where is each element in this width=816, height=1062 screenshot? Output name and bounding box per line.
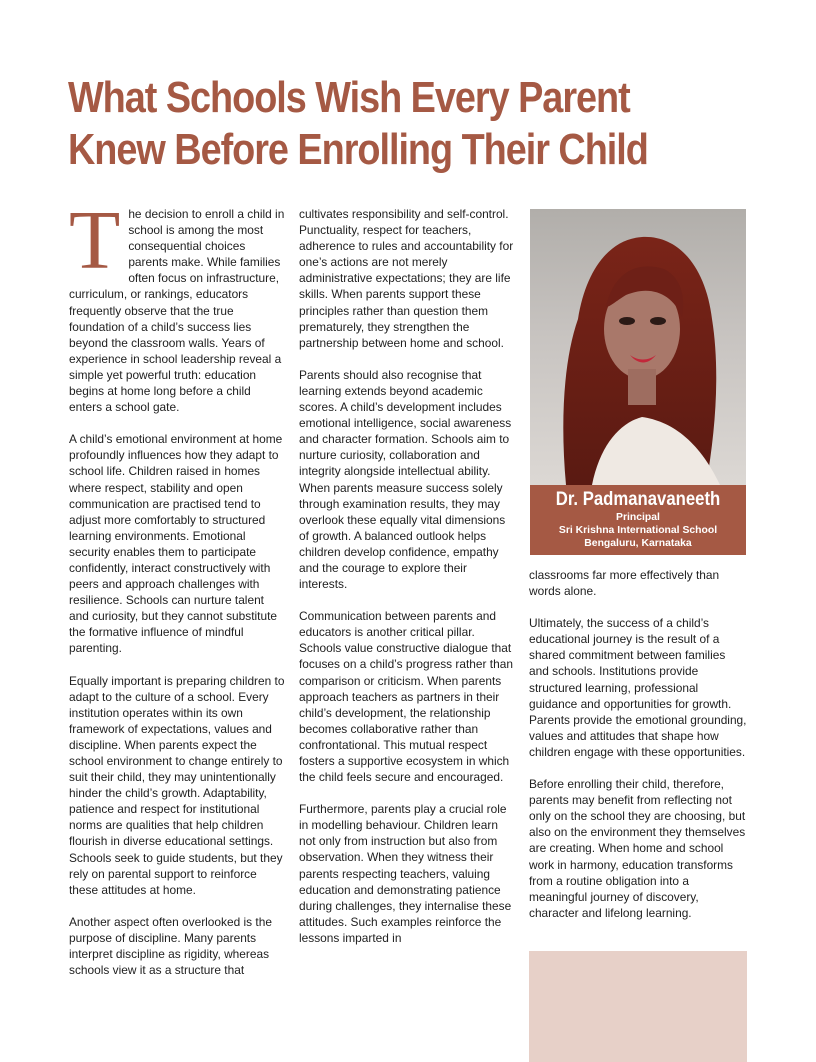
author-portrait-illustration xyxy=(530,209,746,485)
author-caption xyxy=(530,485,746,555)
paragraph: Furthermore, parents play a crucial role in modelling behaviour. Children learn not only from instruction but also from observation. When they witness their parents respecting teachers, valuing education and demonstrating patience during challenges, they internalise these attitudes. Such examples reinforce the lessons imparted in xyxy=(299,802,512,945)
article-title xyxy=(68,72,687,176)
author-school: Sri Krishna International School xyxy=(558,525,718,536)
title-line-1: What Schools Wish Every Parent xyxy=(68,73,630,122)
paragraph: Ultimately, the success of a child’s educational journey is the result of a shared commitment between families and schools. Institutions provide structured learning, professional guidance and opportunities for growth. Parents provide the emotional grounding, values and attitudes that shape how children engage with these opportunities. xyxy=(529,616,747,759)
article-column-1 xyxy=(69,194,287,994)
drop-cap: T xyxy=(69,194,121,287)
author-photo xyxy=(530,209,746,485)
paragraph: Before enrolling their child, therefore, parents may benefit from reflecting not only on the school they are choosing, but also on the environment they themselves are creating. When home and school work in harmony, education transforms from a routine obligation into a meaningful journey of discovery, character and lifelong learning. xyxy=(529,777,746,920)
article-column-2 xyxy=(299,206,517,962)
paragraph: A child’s emotional environment at home profoundly influences how they adapt to school life. Children raised in homes where respect, stability and open communication are practised tend to adjust more comfortably to structured learning environments. Emotional security enables them to participate confidently, interact constructively with peers and approach challenges with resilience. Schools can nurture talent and curiosity, but they cannot substitute the formative influence of mindful parenting. xyxy=(69,432,283,656)
paragraph: cultivates responsibility and self-control. Punctuality, respect for teachers, adherence to rules and accountability for one’s actions are not merely administrative expectations; they are life skills. When parents support these principles rather than question them prematurely, they strengthen the partnership between home and school. xyxy=(299,207,514,350)
author-role: Principal xyxy=(616,512,660,523)
paragraph: Another aspect often overlooked is the purpose of discipline. Many parents interpret discipline as rigidity, whereas schools view it as a structure that xyxy=(69,914,272,978)
author-name: Dr. Padmanavaneeth xyxy=(555,489,721,510)
title-line-2: Knew Before Enrolling Their Child xyxy=(68,125,648,174)
article-column-3 xyxy=(529,567,747,937)
paragraph: The decision to enroll a child in school is among the most consequential choices parents make. While families often focus on infrastructure, curriculum, or rankings, educators frequently observe that the true foundation of a child’s success lies beyond the classroom walls. Years of experience in school leadership reveal a simple yet powerful truth: education begins at home long before a child enters a school gate. xyxy=(69,194,285,415)
paragraph: Parents should also recognise that learning extends beyond academic scores. A child’s development includes emotional intelligence, social awareness and character formation. Schools aim to nurture curiosity, collaboration and integrity alongside intellectual ability. When parents measure success solely through examination results, they may overlook these equally vital dimensions of growth. A balanced outlook helps children develop confidence, empathy and the courage to explore their interests. xyxy=(299,367,512,592)
paragraph: Equally important is preparing children to adapt to the culture of a school. Every institution operates within its own framework of expectations, values and discipline. When parents expect the school environment to change entirely to suit their child, they may unintentionally hinder the child’s growth. Adaptability, patience and respect for institutional norms are qualities that help children flourish in diverse educational settings. Schools seek to guide students, but they rely on parental support to reinforce these attitudes at home. xyxy=(69,673,285,897)
paragraph: Communication between parents and educators is another critical pillar. Schools value constructive dialogue that focuses on a child’s progress rather than comparison or criticism. When parents approach teachers as partners in their child’s development, the relationship becomes collaborative rather than confrontational. This mutual respect fosters a supportive ecosystem in which the child feels secure and encouraged. xyxy=(299,609,513,785)
author-location: Bengaluru, Karnataka xyxy=(584,538,692,549)
paragraph: classrooms far more effectively than words alone. xyxy=(529,568,720,599)
decorative-block xyxy=(529,951,747,1062)
